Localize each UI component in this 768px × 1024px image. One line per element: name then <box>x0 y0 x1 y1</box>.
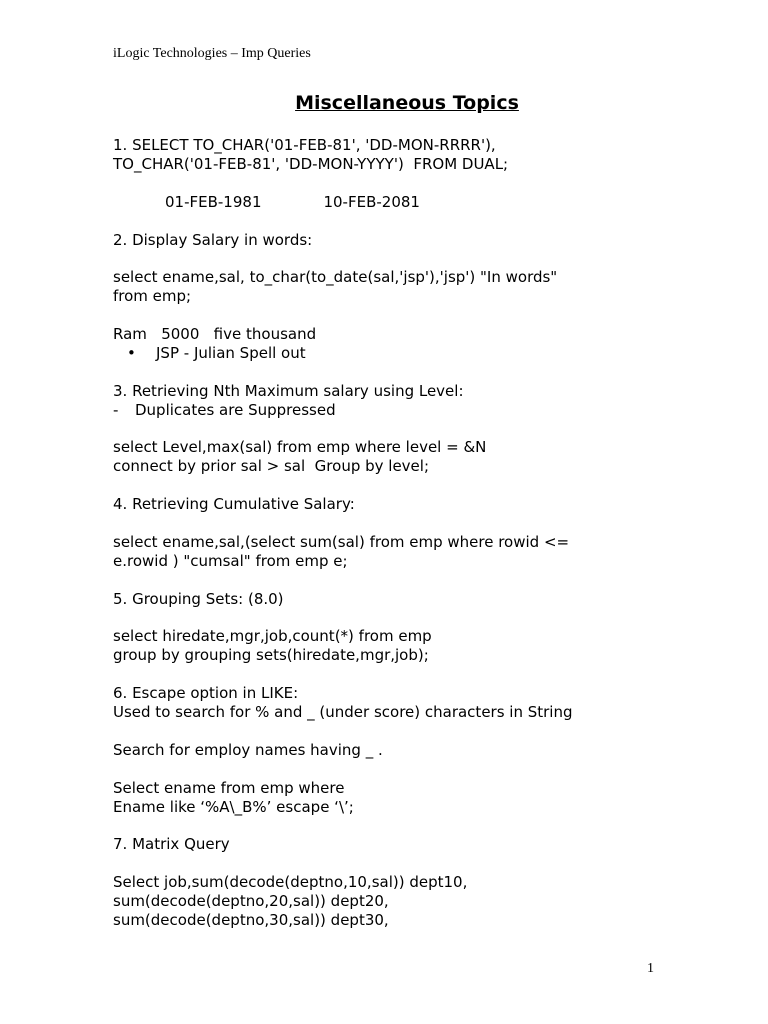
blank-line <box>113 174 753 193</box>
s3-query-line1: select Level,max(sal) from emp where level = &N <box>113 438 487 457</box>
s6-query-line1: Select ename from emp where <box>113 778 345 797</box>
s2-example: Ram 5000 five thousand <box>113 325 317 343</box>
blank-line <box>113 420 753 439</box>
blank-line <box>113 854 753 873</box>
s4-query-line1: select ename,sal,(select sum(sal) from emp where rowid <= <box>113 532 570 551</box>
blank-line <box>113 722 753 741</box>
blank-line <box>113 476 753 495</box>
blank-line <box>113 665 753 684</box>
s3-note: Duplicates are Suppressed <box>135 400 336 419</box>
blank-line <box>113 249 753 268</box>
blank-line <box>113 609 753 628</box>
blank-line <box>113 571 753 590</box>
document-body <box>113 136 753 930</box>
blank-line <box>113 212 753 231</box>
s6-heading: 6. Escape option in LIKE: <box>113 684 299 703</box>
page-number: 1 <box>647 961 654 976</box>
blank-line <box>113 760 753 779</box>
s2-query-line1: select ename,sal, to_char(to_date(sal,'jsp'),'jsp') "In words" <box>113 268 558 287</box>
s1-query-line2: TO_CHAR('01-FEB-81', 'DD-MON-YYYY') FROM DUAL; <box>113 154 509 173</box>
page-title: Miscellaneous Topics <box>295 92 519 114</box>
s2-query-line2: from emp; <box>113 287 192 306</box>
s3-query-line2: connect by prior sal > sal Group by level; <box>113 457 430 476</box>
blank-line <box>113 363 753 382</box>
s7-query-line2: sum(decode(deptno,20,sal)) dept20, <box>113 892 389 911</box>
blank-line <box>113 514 753 533</box>
s4-heading: 4. Retrieving Cumulative Salary: <box>113 495 355 514</box>
dash-icon: - <box>113 400 119 419</box>
s2-bullet-item <box>113 344 753 363</box>
s4-query-line2: e.rowid ) "cumsal" from emp e; <box>113 551 348 570</box>
s7-query-line1: Select job,sum(decode(deptno,10,sal)) dept10, <box>113 873 468 892</box>
s6-search-text: Search for employ names having _ . <box>113 740 383 759</box>
s1-result: 01-FEB-1981 10-FEB-2081 <box>165 192 420 211</box>
s6-description: Used to search for % and _ (under score) characters in String <box>113 703 573 722</box>
s6-query-line2: Ename like ‘%A\_B%’ escape ‘\’; <box>113 797 354 816</box>
blank-line <box>113 306 753 325</box>
blank-line <box>113 816 753 835</box>
s5-query-line1: select hiredate,mgr,job,count(*) from emp <box>113 627 432 646</box>
s3-heading: 3. Retrieving Nth Maximum salary using Level: <box>113 381 464 400</box>
s5-query-line2: group by grouping sets(hiredate,mgr,job); <box>113 646 429 665</box>
s5-heading: 5. Grouping Sets: (8.0) <box>113 589 284 608</box>
bullet-icon: • <box>127 343 136 362</box>
s1-query-line1: 1. SELECT TO_CHAR('01-FEB-81', 'DD-MON-RRRR'), <box>113 136 496 154</box>
page-header: iLogic Technologies – Imp Queries <box>113 46 311 61</box>
s3-dash-item <box>113 401 753 420</box>
s2-bullet-text: JSP - Julian Spell out <box>156 343 306 362</box>
s7-heading: 7. Matrix Query <box>113 835 230 854</box>
s2-heading: 2. Display Salary in words: <box>113 230 313 249</box>
s7-query-line3: sum(decode(deptno,30,sal)) dept30, <box>113 910 389 929</box>
